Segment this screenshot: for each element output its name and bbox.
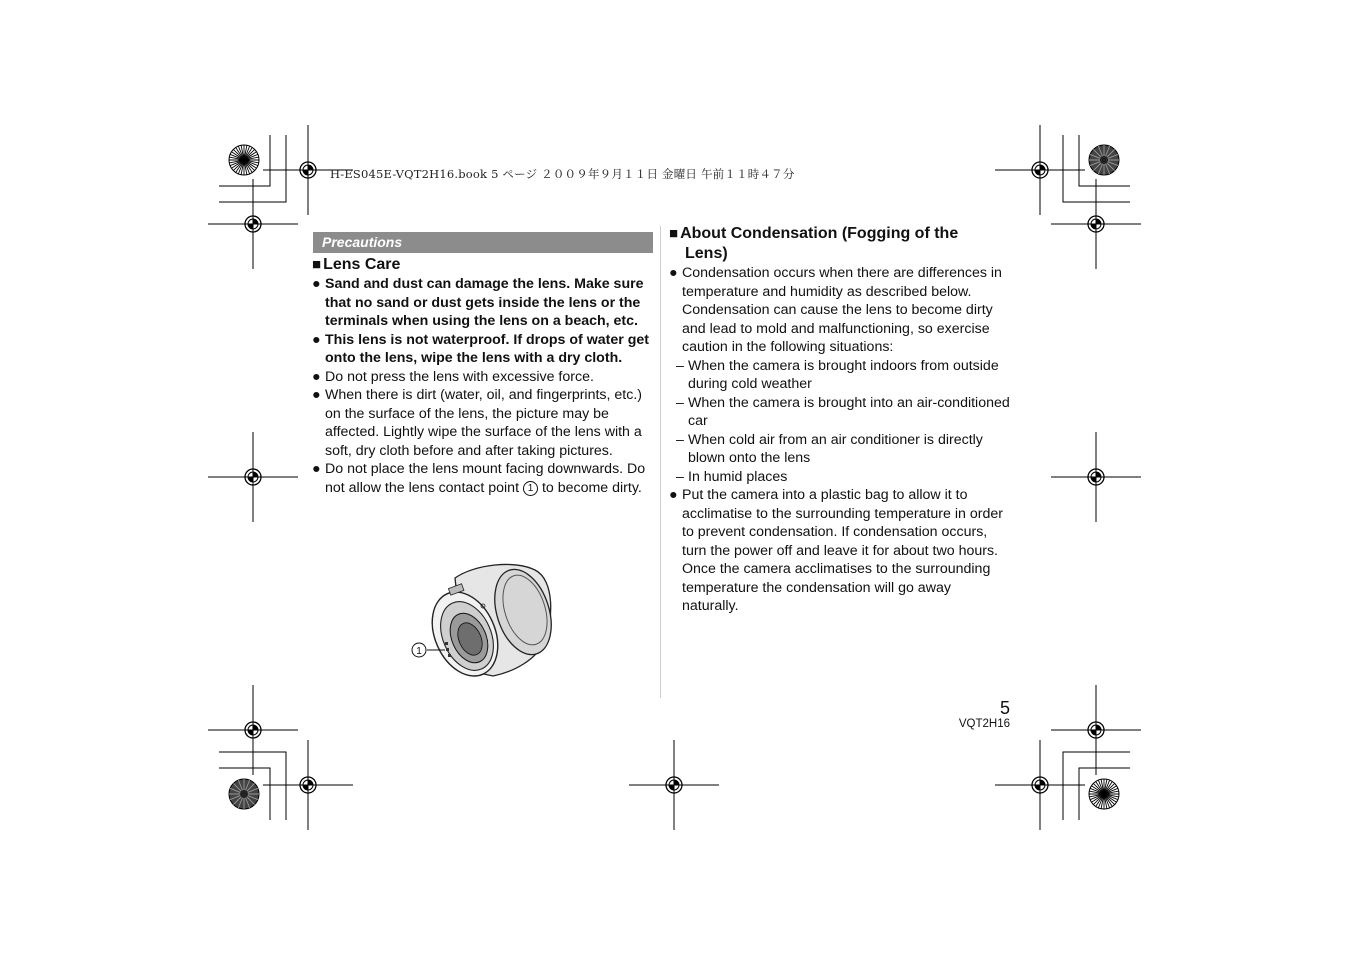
condensation-heading: [669, 224, 1009, 264]
contact-point-marker: 1: [523, 481, 538, 496]
heading-square-marker: ■: [312, 256, 322, 273]
situation-item: [676, 357, 1011, 394]
condensation-list: [669, 264, 1011, 616]
section-title-bar: Precautions: [313, 232, 653, 253]
list-item: [669, 486, 1011, 616]
list-item-text: Sand and dust can damage the lens. Make sure that no sand or dust gets inside the lens or the terminals when using the lens on a beach, etc.: [325, 276, 644, 329]
lens-care-list: [312, 275, 654, 497]
list-item-text: When there is dirt (water, oil, and fingerprints, etc.) on the surface of the lens, the picture may be affected. Lightly wipe the surface of the lens with a soft, dry cloth before and after taking pictures.: [325, 387, 642, 459]
bullet-icon: ●: [312, 368, 321, 385]
dash-marker: –: [676, 357, 684, 374]
list-item-text: This lens is not waterproof. If drops of water get onto the lens, wipe the lens with a dry cloth.: [325, 331, 649, 366]
lens-illustration: [405, 560, 565, 684]
lens-care-heading: [312, 255, 400, 275]
situation-item: [676, 394, 1011, 431]
dash-marker: –: [676, 394, 684, 411]
situation-text: In humid places: [688, 468, 788, 485]
bullet-icon: ●: [669, 265, 678, 281]
contact-item-text-after: to become dirty.: [541, 479, 642, 496]
dash-marker: –: [676, 431, 684, 448]
contact-item-text-before: Do not place the lens mount facing downwards. Do not allow the lens contact point: [325, 461, 646, 496]
list-item: [669, 264, 1011, 357]
situation-text: When the camera is brought indoors from outside during cold weather: [688, 357, 999, 392]
situation-item: [676, 431, 1011, 468]
bullet-icon: ●: [669, 487, 678, 503]
list-item-text: Do not press the lens with excessive force.: [325, 368, 594, 385]
list-item: [312, 331, 654, 368]
dash-marker: –: [676, 468, 684, 485]
condensation-intro: Condensation occurs when there are differences in temperature and humidity as described below. Condensation can cause the lens to become dirty and lead to mold and malfunctioning, so exercise caution in the following situations:: [682, 265, 1002, 355]
lens-care-heading-text: Lens Care: [323, 256, 401, 273]
bullet-icon: ●: [312, 387, 321, 403]
bullet-icon: ●: [312, 331, 321, 348]
column-divider: [660, 226, 661, 698]
list-item: [312, 460, 654, 497]
list-item: [312, 275, 654, 331]
situation-text: When the camera is brought into an air-conditioned car: [688, 394, 1010, 429]
bullet-icon: ●: [312, 276, 321, 292]
print-header-line: H-ES045E-VQT2H16.book 5 ページ ２００９年９月１１日 金曜日 午前１１時４７分: [330, 167, 795, 181]
situation-text: When cold air from an air conditioner is directly blown onto the lens: [688, 431, 983, 466]
condensation-heading-line1: About Condensation (Fogging of the: [680, 225, 959, 242]
condensation-advice: Put the camera into a plastic bag to allow it to acclimatise to the surrounding temperature in order to prevent condensation. If condensation occurs, turn the power off and leave it for about two hours. Once the camera acclimatises to the surrounding temperature the condensation will go away naturally.: [682, 487, 1003, 614]
heading-square-marker: ■: [669, 225, 679, 242]
condensation-heading-line2: Lens): [685, 245, 728, 262]
list-item: [312, 368, 654, 387]
figure-callout-label: 1: [416, 646, 422, 657]
model-code: VQT2H16: [958, 718, 1010, 730]
bullet-icon: ●: [312, 461, 321, 477]
situation-item: [676, 468, 1011, 487]
list-item: [312, 386, 654, 460]
page-number: 5: [999, 698, 1010, 718]
